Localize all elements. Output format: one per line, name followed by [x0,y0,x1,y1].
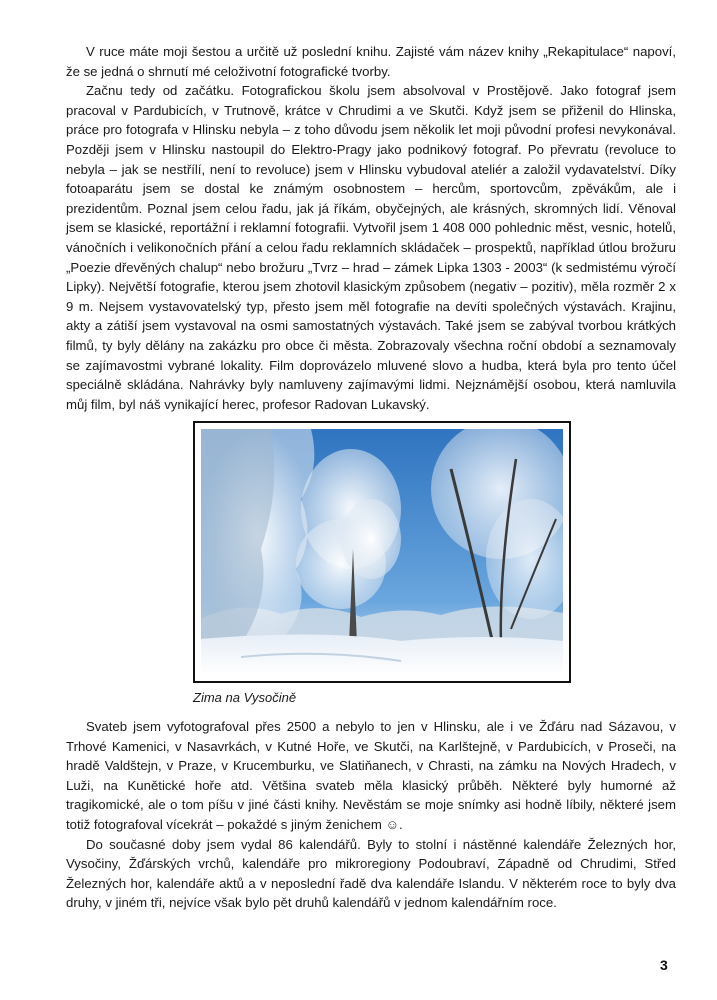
photo-caption: Zima na Vysočině [193,690,297,705]
page-number: 3 [660,957,668,973]
paragraph: Začnu tedy od začátku. Fotografickou školu jsem absolvoval v Prostějově. Jako fotograf jsem pracoval v Pardubicích, v Trutnově, krátce v Chrudimi a ve Skutči. Když jsem se přiženil do Hlinska, práce pro fotografa v Hlinsku nebyla – z toho důvodu jsem několik let moji původní profesi nevykonával. Později jsem v Hlinsku nastoupil do Elektro-Pragy jako podnikový fotograf. Po převratu (revoluce to nebyla – jak se nestřílí, není to revoluce) jsem v Hlinsku vybudoval ateliér a založil vydavatelství. Díky fotoaparátu jsem se dostal ke známým osobnostem – hercům, sportovcům, zpěvákům, ale i prezidentům. Poznal jsem celou řadu, jak já říkám, obyčejných, ale krásných, skromných lidí. Věnoval jsem se klasické, reportážní i reklamní fotografii. Vytvořil jsem 1 408 000 pohlednic měst, vesnic, hotelů, vánočních i velikonočních přání a celou řadu reklamních skládaček – prospektů, například útlou brožuru „Poezie dřevěných chalup“ nebo brožuru „Tvrz – hrad – zámek Lipka 1303 - 2003“ (k sedmistému výročí Lipky). Největší fotografie, kterou jsem zhotovil klasickým způsobem (negativ – pozitiv), měla rozměr 2 x 9 m. Nejsem vystavovatelský typ, přesto jsem měl fotografie na devíti společných výstavách. Krajinu, akty a zátiší jsem vystavoval na osmi samostatných výstavách. Také jsem se zabýval tvorbou krátkých filmů, ty byly dělány na zakázku pro obce či města. Zobrazovaly všechna roční období a seznamovaly se zajímavostmi vybrané lokality. Film doprovázelo mluvené slovo a hudba, která byla pro tento účel speciálně skládána. Nahrávky byly namluveny zajímavými lidmi. Nejznámější osobou, která namluvila můj film, byl náš vynikající herec, profesor Radovan Lukavský. [66,83,676,412]
photo-frame [193,421,571,683]
paragraph: Do současné doby jsem vydal 86 kalendářů. Byly to stolní i nástěnné kalendáře Železných hor, Vysočiny, Žďárských vrchů, kalendáře pro mikroregiony Podoubraví, Západně od Chrudimi, Střed Železných hor, kalendáře aktů a v neposlední řadě dva kalendáře Islandu. V některém roce to byly dva druhy, v jiném tři, nejvíce však bylo pět druhů kalendářů v jednom kalendářním roce. [66,836,676,911]
paragraph: Svateb jsem vyfotografoval přes 2500 a nebylo to jen v Hlinsku, ale i ve Žďáru nad Sázavou, v Trhové Kamenici, v Nasavrkách, v Kutné Hoře, ve Skutči, na Karlštejně, v Pardubicích, v Proseči, na hradě Valdštejn, v Praze, v Krucemburku, ve Slatiňanech, v Chrasti, na zámku na Nových Hradech, v Luži, na Kunětické hoře atd. Většina svateb měla klasický průběh. Některé byly humorné až tragikomické, ale o tom píšu v jiné části knihy. Nevěstám se moje snímky asi hodně líbily, některé jsem totiž fotografoval vícekrát – pokaždé s jiným ženichem ☺. [66,719,676,832]
winter-landscape-photo [201,429,563,675]
paragraph: V ruce máte moji šestou a určitě už poslední knihu. Zajisté vám název knihy „Rekapitulace“ napoví, že se jedná o shrnutí mé celoživotní fotografické tvorby. [66,44,676,79]
text-block-top [66,42,676,414]
text-block-bottom [66,717,676,913]
